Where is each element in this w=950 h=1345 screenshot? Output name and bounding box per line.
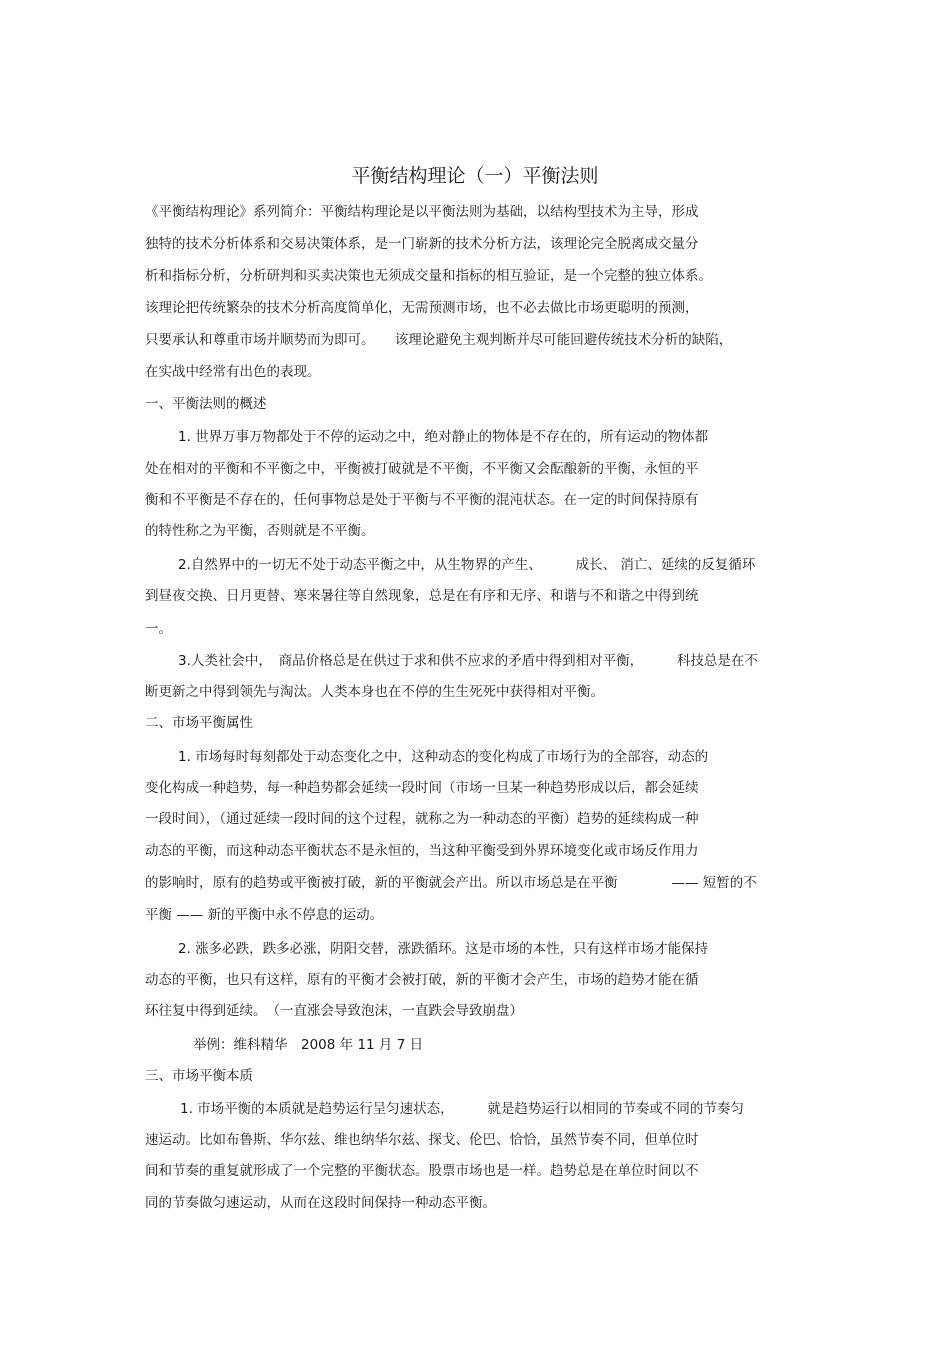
s1-p1-line-3: 衡和不平衡是不存在的，任何事物总是处于平衡与不平衡的混沌状态。在一定的时间保持原有	[145, 492, 699, 508]
section-heading-2: 二、市场平衡属性	[145, 715, 253, 731]
s3-p1-line-1: 1. 市场平衡的本质就是趋势运行呈匀速状态， 就是趋势运行以相同的节奏或不同的节奏匀	[180, 1101, 744, 1117]
s2-p1-line-3: 一段时间），（通过延续一段时间的这个过程，就称之为一种动态的平衡）趋势的延续构成一种	[145, 811, 699, 827]
s1-p1-line-2: 处在相对的平衡和不平衡之中，平衡被打破就是不平衡，不平衡又会酝酿新的平衡，永恒的平	[145, 461, 699, 477]
section-heading-1: 一、平衡法则的概述	[145, 396, 267, 412]
s2-p2-line-2: 动态的平衡，也只有这样，原有的平衡才会被打破，新的平衡才会产生，市场的趋势才能在循	[145, 972, 699, 988]
s3-p1-line-4: 同的节奏做匀速运动，从而在这段时间保持一种动态平衡。	[145, 1195, 496, 1211]
example-line: 举例：维科精华 2008 年 11 月 7 日	[193, 1037, 424, 1053]
s2-p1-line-6: 平衡 —— 新的平衡中永不停息的运动。	[145, 907, 384, 923]
document-title: 平衡结构理论（一）平衡法则	[351, 165, 599, 187]
s2-p2-line-3: 环往复中得到延续。 （一直涨会导致泡沫，一直跌会导致崩盘）	[145, 1003, 523, 1019]
s1-p2-line-2: 到昼夜交换、日月更替、寒来暑往等自然现象，总是在有序和无序、和谐与不和谐之中得到统	[145, 588, 699, 604]
intro-line-1: 《平衡结构理论》系列简介：平衡结构理论是以平衡法则为基础，以结构型技术为主导，形成	[145, 204, 699, 220]
s1-p2-line-3: 一。	[145, 621, 172, 637]
intro-line-3: 析和指标分析，分析研判和买卖决策也无须成交量和指标的相互验证，是一个完整的独立体系。	[145, 268, 712, 284]
s2-p1-line-1: 1. 市场每时每刻都处于动态变化之中，这种动态的变化构成了市场行为的全部容，动态的	[178, 749, 709, 765]
s1-p3-line-2: 断更新之中得到领先与淘汰。人类本身也在不停的生生死死中获得相对平衡。	[145, 684, 604, 700]
intro-line-4: 该理论把传统繁杂的技术分析高度简单化，无需预测市场，也不必去做比市场更聪明的预测，	[145, 300, 699, 316]
s1-p2-line-1: 2.自然界中的一切无不处于动态平衡之中，从生物界的产生、 成长、 消亡、延续的反复循环	[178, 557, 756, 573]
section-heading-3: 三、市场平衡本质	[145, 1068, 253, 1084]
s1-p1-line-1: 1. 世界万事万物都处于不停的运动之中，绝对静止的物体是不存在的，所有运动的物体都	[178, 429, 709, 445]
s2-p1-line-5: 的影响时，原有的趋势或平衡被打破，新的平衡就会产出。所以市场总是在平衡 —— 短暂的不	[145, 875, 757, 891]
intro-line-6: 在实战中经常有出色的表现。	[145, 364, 321, 380]
s1-p3-line-1: 3.人类社会中， 商品价格总是在供过于求和供不应求的矛盾中得到相对平衡， 科技总是在不	[178, 653, 758, 669]
intro-line-2: 独特的技术分析体系和交易决策体系，是一门崭新的技术分析方法，该理论完全脱离成交量分	[145, 236, 699, 252]
intro-line-5: 只要承认和尊重市场并顺势而为即可。 该理论避免主观判断并尽可能回避传统技术分析的缺陷，	[145, 332, 733, 348]
s2-p2-line-1: 2. 涨多必跌，跌多必涨，阴阳交替，涨跌循环。这是市场的本性，只有这样市场才能保持	[178, 941, 709, 957]
s2-p1-line-4: 动态的平衡，而这种动态平衡状态不是永恒的，当这种平衡受到外界环境变化或市场反作用力	[145, 843, 699, 859]
s3-p1-line-2: 速运动。比如布鲁斯、华尔兹、维也纳华尔兹、探戈、伦巴、恰恰，虽然节奏不同，但单位时	[145, 1132, 699, 1148]
s2-p1-line-2: 变化构成一种趋势，每一种趋势都会延续一段时间（市场一旦某一种趋势形成以后，都会延续	[145, 780, 699, 796]
s1-p1-line-4: 的特性称之为平衡，否则就是不平衡。	[145, 523, 375, 539]
s3-p1-line-3: 间和节奏的重复就形成了一个完整的平衡状态。股票市场也是一样。趋势总是在单位时间以不	[145, 1163, 699, 1179]
